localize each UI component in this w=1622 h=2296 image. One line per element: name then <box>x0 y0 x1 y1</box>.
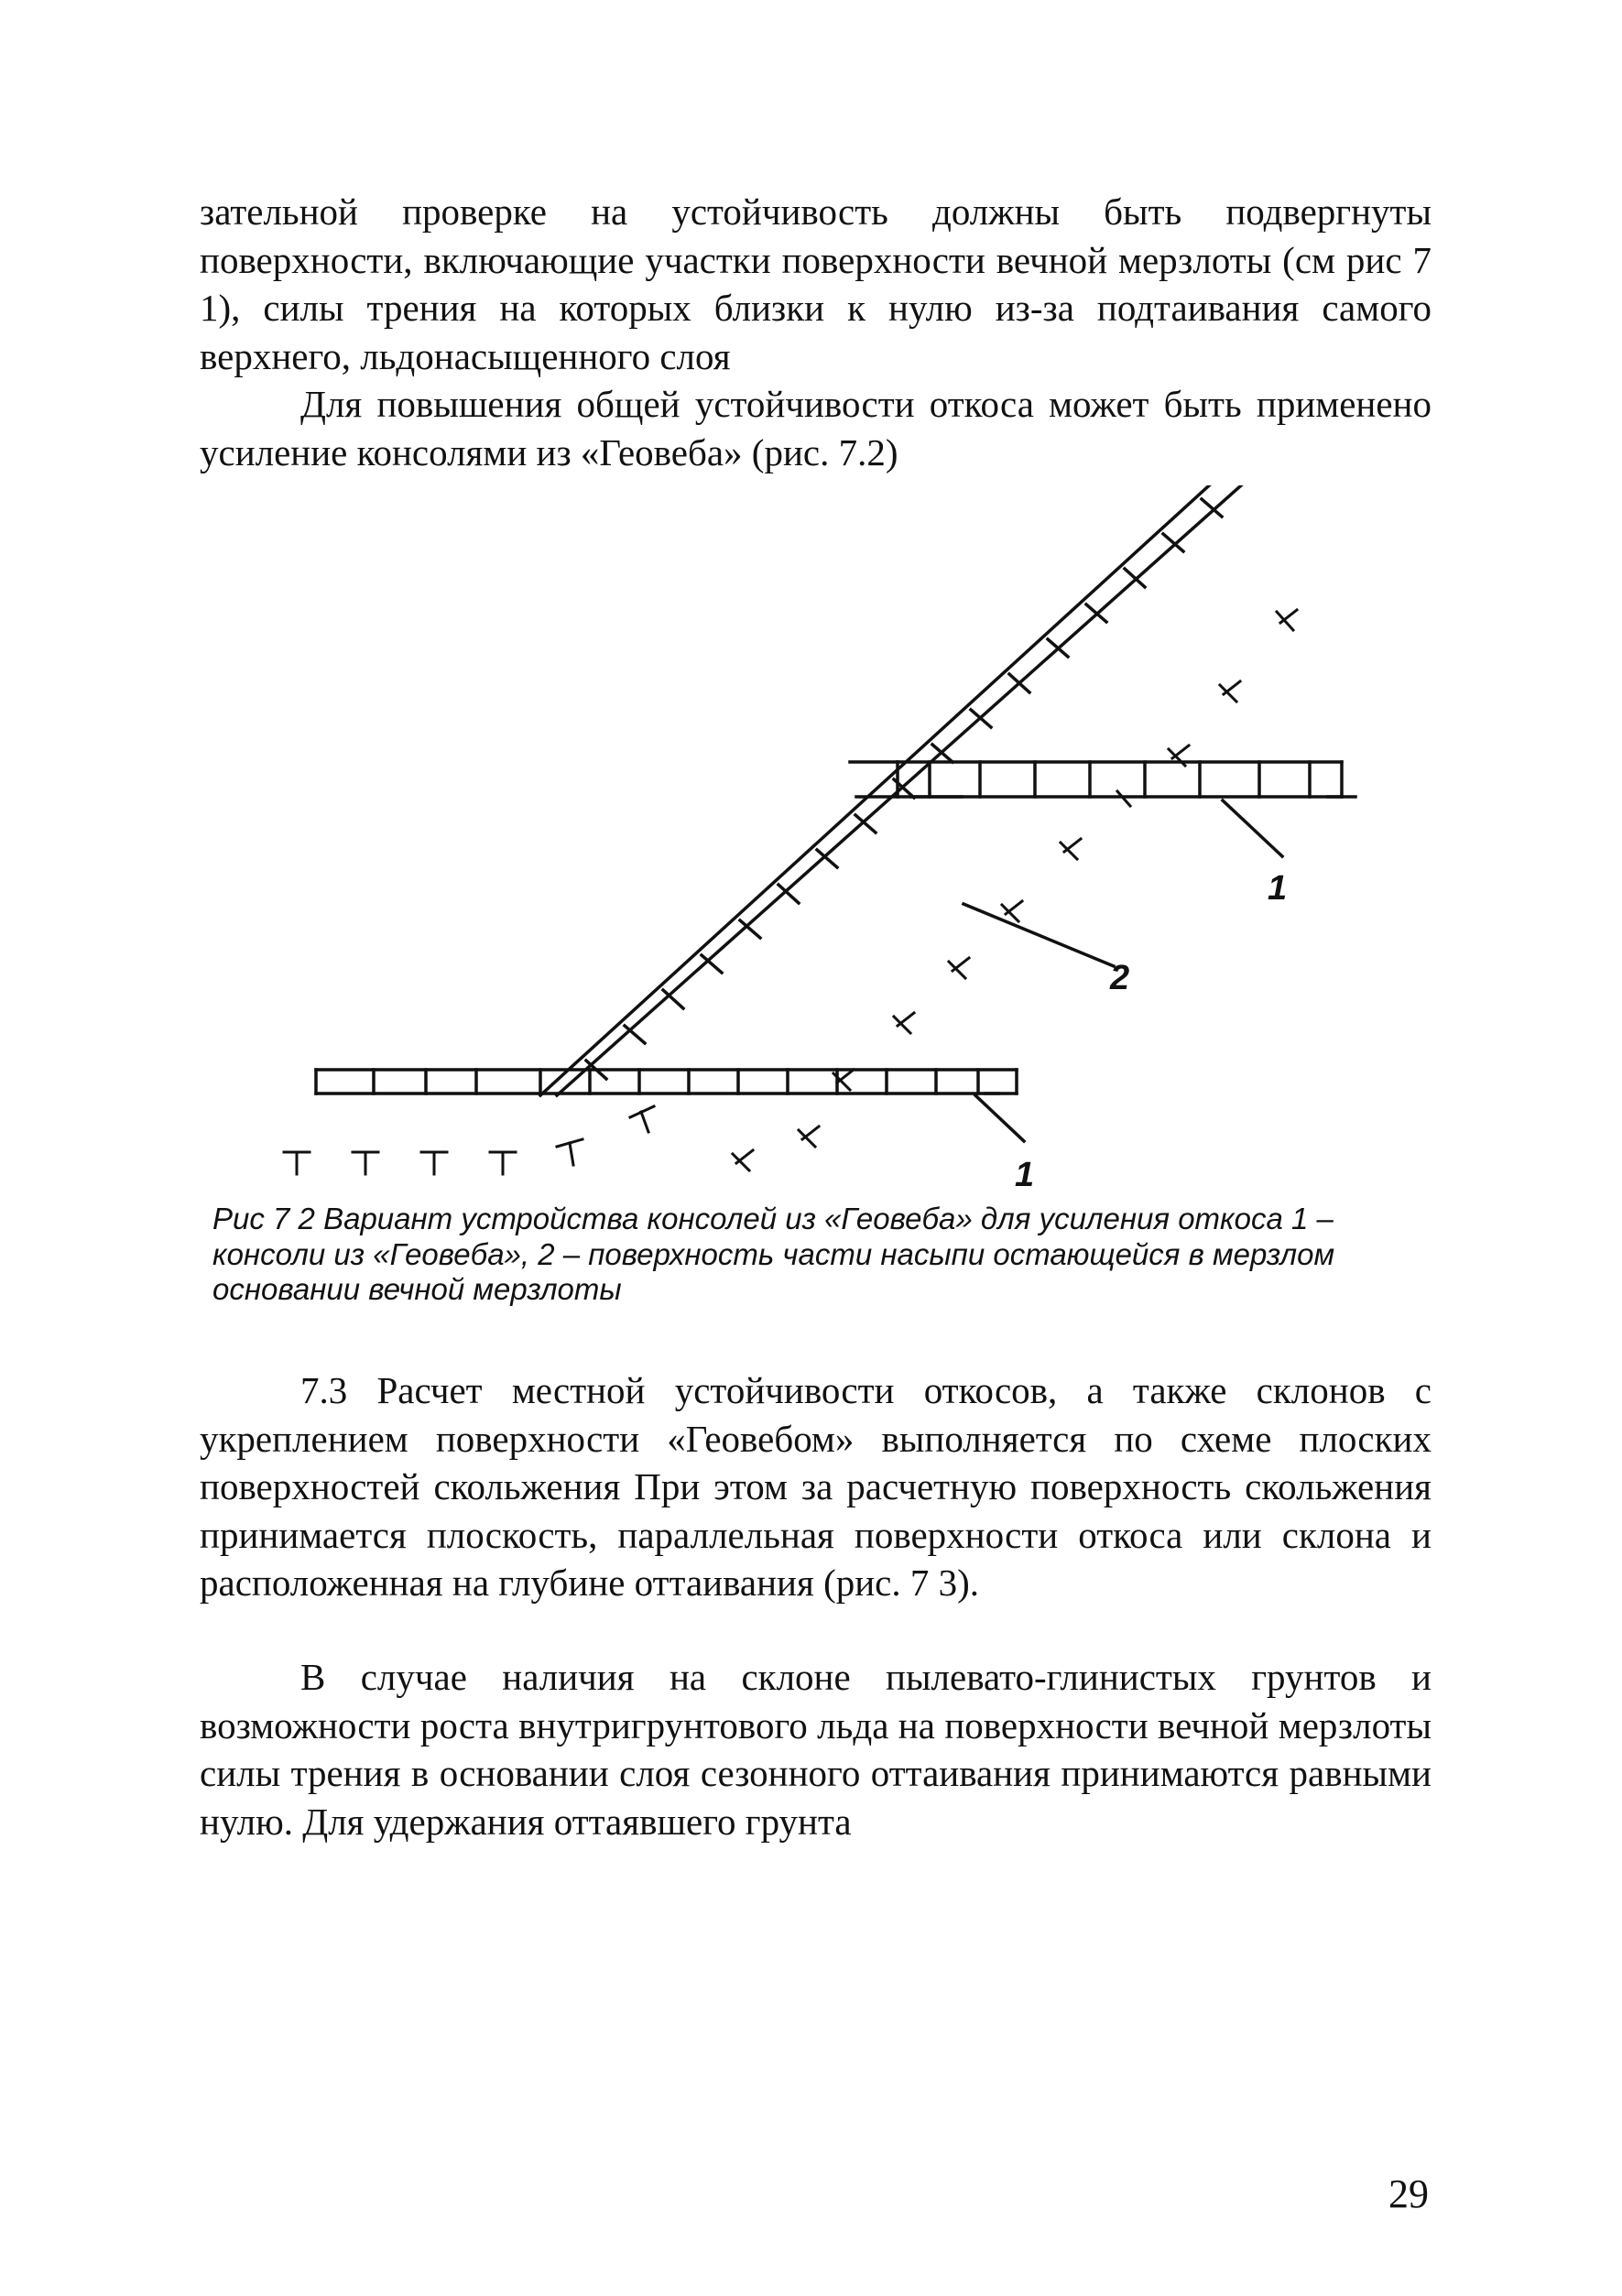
figure-geoweb-consoles <box>266 485 1383 1200</box>
ground-markers <box>284 1106 654 1174</box>
page-number: 29 <box>1388 2171 1429 2216</box>
label-frozen-surface: 2 <box>1110 959 1130 997</box>
frozen-surface-markers <box>733 610 1297 1170</box>
paragraph-case: В случае наличия на склоне пылевато-глинистых грунтов и возможности роста внутригрунтового льда на поверхности вечной мерзлоты силы трения в основании слоя сезонного оттаивания принимаются равными нулю. Для удержания оттаявшего грунта <box>200 1656 1431 1843</box>
figure-caption: Рис 7 2 Вариант устройства консолей из «Геовеба» для усиления откоса 1 – консоли из «Геовеба», 2 – поверхность части насыпи остающейся в мерзлом основании вечной мерзлоты <box>212 1202 1335 1306</box>
leader-line-1-upper <box>1223 800 1282 856</box>
lower-geoweb-console <box>316 1070 1017 1094</box>
paragraph-7-3: 7.3 Расчет местной устойчивости откосов, а также склонов с укреплением поверхности «Геовебом» выполняется по схеме плоских поверхностей скольжения При этом за расчетную поверхность скольжения принимается плоскость, параллельная поверхности откоса или склона и расположенная на глубине оттаивания (рис. 7 3). <box>200 1369 1431 1604</box>
leader-line-1-lower <box>975 1095 1024 1141</box>
paragraph-intro: зательной проверке на устойчивость должны быть подвергнуты поверхности, включающие участки поверхности вечной мерзлоты (см рис 7 1), силы трения на которых близки к нулю из-за подтаивания самого верхнего, льдонасыщенного слоя <box>200 190 1431 377</box>
slope-geoweb-facing <box>540 485 1248 1095</box>
label-console-upper: 1 <box>1268 869 1288 908</box>
leader-line-2 <box>963 904 1114 966</box>
paragraph-reinforcement: Для повышения общей устойчивости откоса может быть применено усиление консолями из «Геовеба» (рис. 7.2) <box>200 383 1431 473</box>
label-console-lower: 1 <box>1015 1156 1035 1194</box>
